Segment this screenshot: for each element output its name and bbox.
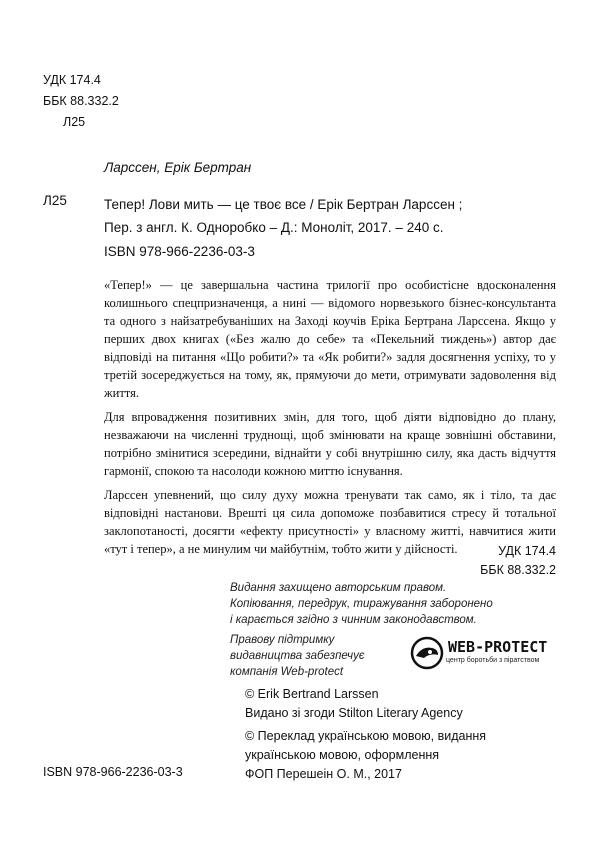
legal-line: Правову підтримку <box>230 634 335 646</box>
udk-code: УДК 174.4 <box>43 73 101 87</box>
legal-support-text <box>230 632 410 680</box>
catalog-code: Л25 <box>43 193 67 208</box>
legal-line: компанія Web-protect <box>230 666 344 678</box>
udk-code: УДК 174.4 <box>498 544 556 558</box>
copyright-line: українською мовою, оформлення <box>245 748 440 762</box>
bbk-code: ББК 88.332.2 <box>43 94 119 108</box>
catalog-isbn: ISBN 978-966-2236-03-3 <box>104 244 255 259</box>
copyright-notice <box>230 580 540 628</box>
author-mark: Л25 <box>63 115 86 129</box>
bbk-code: ББК 88.332.2 <box>480 563 556 577</box>
classification-codes <box>43 70 119 133</box>
abstract <box>104 276 556 564</box>
shield-lock-icon <box>410 636 444 670</box>
web-protect-logo <box>410 636 590 686</box>
isbn-footer: ISBN 978-966-2236-03-3 <box>43 765 183 779</box>
abstract-paragraph: «Тепер!» — це завершальна частина трилогії про особистісне вдосконалення колишнього спецпризначенця, а нині — відомого норвезького бізнес-консультанта та одного з найзатребуваніших на Заході коучів Еріка Бертрана Ларссена. Якщо у перших двох книгах («Без жалю до себе» та «Пекельний тиждень») автор дає відповіді на питання «Що робити?» та «Як робити?» задля досягнення успіху, то у третій зосереджується на тому, як, прямуючи до мети, отримувати задоволення від життя. <box>104 278 556 400</box>
translation-copyright <box>245 727 545 784</box>
logo-tagline: центр боротьби з піратством <box>446 657 540 664</box>
copyright-line: © Erik Bertrand Larssen <box>245 687 379 701</box>
catalog-citation <box>104 193 544 239</box>
abstract-paragraph: Для впровадження позитивних змін, для того, щоб діяти відповідно до плану, незважаючи на численні труднощі, щоб змінювати на краще зовнішні обставини, потрібно змінитися зсередини, віднайти у собі внутрішню силу, яка дасть відчуття гармонії, спокою та насолоди кожною миттю існування. <box>104 410 556 478</box>
agency-line: Видано зі згоди Stilton Literary Agency <box>245 706 463 720</box>
copyright-line: ФОП Перешеін О. М., 2017 <box>245 767 402 781</box>
notice-line: Видання захищено авторським правом. <box>230 582 447 594</box>
citation-line: Тепер! Лови мить — це твоє все / Ерік Бертран Ларссен ; <box>104 197 463 212</box>
copyright-line: © Переклад українською мовою, видання <box>245 729 487 743</box>
abstract-paragraph: Ларссен упевнений, що силу духу можна тренувати так само, як і тіло, та дає відповідні настанови. Врешті ця сила допоможе позбавитися стресу й тотальної заклопотаності, досягти «ефекту присутності» у власному житті, навчитися жити «тут і тепер», а не минулим чи майбутнім, тобто жити у дійсності. <box>104 488 556 556</box>
citation-line: Пер. з англ. К. Одноробко – Д.: Моноліт, 2017. – 240 с. <box>104 220 444 235</box>
notice-line: Копіювання, передрук, тиражування заборонено <box>230 598 493 610</box>
catalog-author: Ларссен, Ерік Бертран <box>104 160 252 175</box>
logo-brand: WEB-PROTECT <box>448 638 548 656</box>
footer-codes <box>480 542 556 580</box>
original-copyright <box>245 685 463 723</box>
legal-line: видавництва забезпечує <box>230 650 365 662</box>
notice-line: і карається згідно з чинним законодавством. <box>230 614 477 626</box>
